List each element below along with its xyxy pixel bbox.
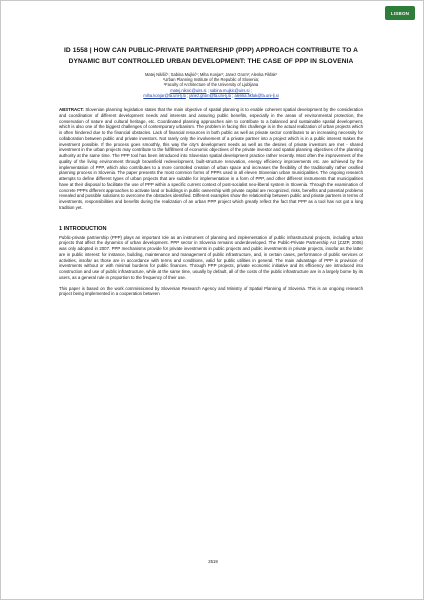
- logo-text: LISBON: [390, 10, 410, 16]
- intro-paragraph-2: This paper is based on the work commissioned by Slovenian Research Agency and Ministry of Spatial Planning of Slovenia. This is an ongoing research project being implemented in a cooperation between: [59, 285, 363, 297]
- email-link[interactable]: matej.niksic@uirs.si: [170, 87, 207, 93]
- affiliation-2: ²Faculty of Architecture of the University of Ljubljana: [163, 82, 259, 88]
- email-link[interactable]: sabina.mujkic@uirs.si: [209, 87, 250, 93]
- intro-paragraph-1: Public-private partnership (PPP) plays an important role as an instrument of planning and implementation of public infrastructural projects, including urban projects that affect the dynamics of urban development. PPP sector in Slovenia remains underdeveloped. The Public-Private Partnership Act (ZJZP, 2006) was only adopted in 2007. PPP mechanisms provide for private investments in public projects and public investments in private projects, insofar as the latter are in public interest: for instance, building, maintenance and management of public infrastructure, and, in certain cases, performance of public services or activities, insofar as those are in accordance with terms and conditions, valid for public utilities in general. The main advantage of PPP is provision of investments without or with minimal burdens for public finances. Through PPP projects, private economic initiative and its efficiency are introduced into construction and use of public infrastructure, while at the same time, usually by default, all of the costs of the public infrastructure are in a largely borne by its users, as a general rule in proportion to the frequency of their use.: [59, 234, 363, 280]
- email-link[interactable]: janez.grom@fa.uni-lj.si: [189, 92, 232, 98]
- email-line-1: matej.niksic@uirs.si ; sabina.mujkic@uirs.si ;: [170, 87, 252, 93]
- paper-title: ID 1558 | HOW CAN PUBLIC-PRIVATE PARTNERSHIP (PPP) APPROACH CONTRIBUTE TO A DYNAMIC BUT CONTROLLED URBAN DEVELOPMENT: THE CASE OF PPP IN SLOVENIA: [64, 47, 358, 65]
- page-number: 2519: [208, 559, 218, 564]
- abstract: [59, 107, 363, 211]
- abstract-label: ABSTRACT:: [59, 107, 84, 113]
- authors-block: [59, 72, 363, 98]
- conference-logo: [385, 6, 415, 20]
- affiliation-1: ¹Urban Planning Institute of the Republic of Slovenia;: [162, 77, 260, 83]
- section-heading: 1 INTRODUCTION: [59, 225, 107, 232]
- email-line-2: miha.konjar@fa.uni-lj.si ; janez.grom@fa.uni-lj.si ; alenka.fikfak@fa.uni-lj.si: [143, 92, 279, 98]
- author-names: Matej Nikšič¹; Sabina Mujkić¹; Miha Konjar²; Janez Grom²; Alenka Fikfak²: [145, 72, 277, 77]
- page-content: [59, 1, 363, 297]
- abstract-text: Slovenian planning legislation states that the main objective of spatial planning is to enable coherent spatial development by the consideration and coordination of different development needs and interests and assuring public benefits, especially in the areas of environmental protection, the conservation of nature and cultural heritage, etc. Coordinated planning approaches aim to contribute to a balanced and sustainable spatial development, which is also one of the biggest challenges of contemporary urbanism. The problem in facing this challenge is in the actual realization of urban projects which is often hindered due to the financial obstacles. Lack of financial resources in both public as well as private sector contributes to an increasing necessity for collaboration between public and private investors. Not rarely only the involvement of a private partner into a project which is in a public interest makes the investment possible. If the process goes smoothly, this way the city's development needs as well as the desires of private investors are met - shared investment in the urban projects may contribute to the fulfillment of economic objectives of the private investor and spatial planning objectives of the planning authority at the same time. The PPP tool has been introduced into Slovenian spatial development practice rather recently. Most often the improvement of the quality of the living environment through brownfield redevelopment, built-structure renovation, energy efficiency improvements etc. are achieved by the implementation of PPP, which also contributes to a more controlled creation of urban space and increases the flexibility of the traditionally rather ossified planning process in Slovenia. The paper presents the most common forms of PPPs used in all eleven Slovenian urban municipalities. The ongoing research attempts to define different types of urban projects that are suitable for implementation in a form of PPP, and other different instruments that municipalities have at their disposal to facilitate the use of PPP within a specific current context of post-socialist neo-liberal system in Slovenia. Through the examination of concrete PPPs different approaches to activate land or buildings in public ownership with private capital are recognized, risks, benefits and potential problems revealed and possible solutions to overcome the obstacles identified. Different examples show the relationship between public and private partners in terms of investments, responsibilities and benefits during the realization of an urban PPP project which greatly reflect the fact that PPP as a tool has not got a long tradition yet.: [59, 107, 363, 210]
- email-link[interactable]: alenka.fikfak@fa.uni-lj.si: [234, 92, 279, 98]
- email-link[interactable]: miha.konjar@fa.uni-lj.si: [143, 92, 186, 98]
